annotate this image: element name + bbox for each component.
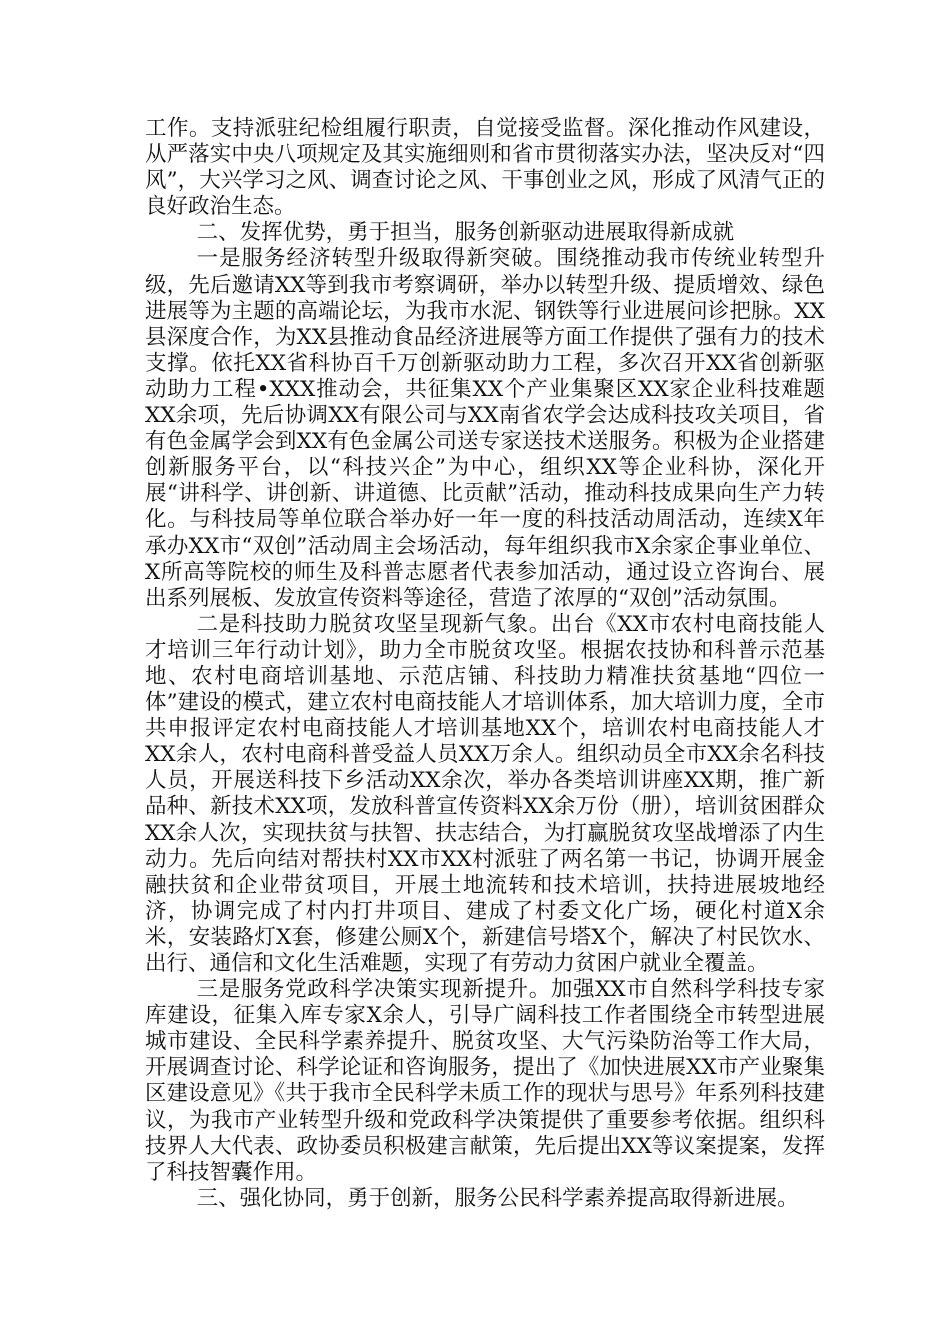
paragraph-poverty-alleviation: 二是科技助力脱贫攻坚呈现新气象。出台《XX市农村电商技能人才培训三年行动计划》，助力全市脱贫攻坚。根据农技协和科普示范基地、农村电商培训基地、示范店铺、科技助力精准扶贫基地“四位一体”建设的模式，建立农村电商技能人才培训体系，加大培训力度，全市共申报评定农村电商技能人才培训基地XX个，培训农村电商技能人才XX余人，农村电商科普受益人员XX万余人。组织动员全市XX余名科技人员，开展送科技下乡活动XX余次，举办各类培训讲座XX期，推广新品种、新技术XX项，发放科普宣传资料XX余万份（册），培训贫困群众XX余人次，实现扶贫与扶智、扶志结合，为打赢脱贫攻坚战增添了内生动力。先后向结对帮扶村XX市XX村派驻了两名第一书记，协调开展金融扶贫和企业带贫项目，开展土地流转和技术培训，扶持进展坡地经济，协调完成了村内打井项目、建成了村委文化广场，硬化村道X余米，安装路灯X套，修建公厕X个，新建信号塔X个，解决了村民饮水、出行、通信和文化生活难题，实现了有劳动力贫困户就业全覆盖。 xyxy=(145,611,825,976)
paragraph-economic-transformation: 一是服务经济转型升级取得新突破。围绕推动我市传统业转型升级，先后邀请XX等到我市考察调研，举办以转型升级、提质增效、绿色进展等为主题的高端论坛，为我市水泥、钢铁等行业进展问诊把脉。XX县深度合作，为XX县推动食品经济进展等方面工作提供了强有力的技术支撑。依托XX省科协百千万创新驱动助力工程，多次召开XX省创新驱动助力工程•XXX推动会，共征集XX个产业集聚区XX家企业科技难题XX余项，先后协调XX有限公司与XX南省农学会达成科技攻关项目，省有色金属学会到XX有色金属公司送专家送技术送服务。积极为企业搭建创新服务平台，以“科技兴企”为中心，组织XX等企业科协，深化开展“讲科学、讲创新、讲道德、比贡献”活动，推动科技成果向生产力转化。与科技局等单位联合举办好一年一度的科技活动周活动，连续X年承办XX市“双创”活动周主会场活动，每年组织我市X余家企事业单位、X所高等院校的师生及科普志愿者代表参加活动，通过设立咨询台、展出系列展板、发放宣传资料等途径，营造了浓厚的“双创”活动氛围。 xyxy=(145,246,825,611)
section-heading-three: 三、强化协同，勇于创新，服务公民科学素养提高取得新进展。 xyxy=(196,1185,799,1211)
paragraph-decision-support: 三是服务党政科学决策实现新提升。加强XX市自然科学科技专家库建设，征集入库专家X余人，引导广阔科技工作者围绕全市转型进展城市建设、全民科学素养提升、脱贫攻坚、大气污染防治等工作大局，开展调查讨论、科学论证和咨询服务，提出了《加快进展XX市产业聚集区建设意见》《共于我市全民科学未质工作的现状与思号》年系列科技建议，为我市产业转型升级和党政科学决策提供了重要参考依据。组织科技界人大代表、政协委员积极建言献策，先后提出XX等议案提案，发挥了科技智囊作用。 xyxy=(145,977,825,1185)
document-page xyxy=(145,116,825,1212)
paragraph-work-style: 工作。支持派驻纪检组履行职责，自觉接受监督。深化推动作风建设，从严落实中央八项规定及其实施细则和省市贯彻落实办法，坚决反对“四风”，大兴学习之风、调查讨论之风、干事创业之风，形成了风清气正的良好政治生态。 xyxy=(145,116,825,220)
section-heading-two: 二、发挥优势，勇于担当，服务创新驱动进展取得新成就 xyxy=(196,220,735,246)
